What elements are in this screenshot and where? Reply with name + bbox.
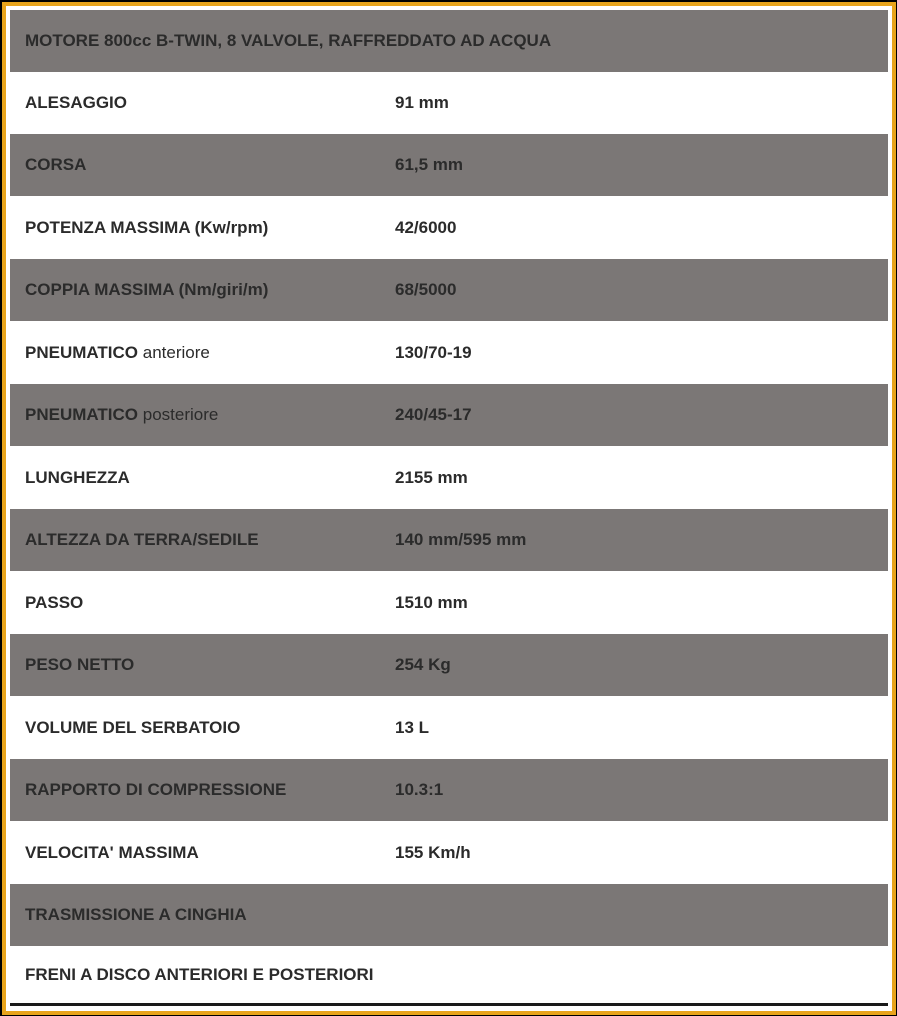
table-row — [10, 697, 888, 759]
spec-label: PESO NETTO — [25, 655, 135, 674]
spec-label: LUNGHEZZA — [25, 468, 130, 487]
spec-table — [10, 10, 888, 1006]
spec-label: POTENZA MASSIMA (Kw/rpm) — [25, 218, 269, 237]
spec-label: RAPPORTO DI COMPRESSIONE — [25, 780, 287, 799]
table-row — [10, 134, 888, 196]
table-row — [10, 509, 888, 571]
transmission-note: TRASMISSIONE A CINGHIA — [25, 905, 247, 924]
table-row — [10, 447, 888, 509]
bottom-divider — [10, 1003, 888, 1006]
spec-label: ALTEZZA DA TERRA/SEDILE — [25, 530, 259, 549]
spec-value: 2155 mm — [395, 468, 468, 487]
table-row — [10, 634, 888, 696]
spec-label: VELOCITA' MASSIMA — [25, 843, 199, 862]
table-row — [10, 259, 888, 321]
table-row — [10, 822, 888, 884]
spec-label-main: PNEUMATICO — [25, 405, 139, 424]
engine-header: MOTORE 800cc B-TWIN, 8 VALVOLE, RAFFREDDATO AD ACQUA — [25, 31, 552, 50]
spec-value: 240/45-17 — [395, 405, 472, 424]
spec-value: 130/70-19 — [395, 343, 472, 362]
spec-label — [25, 405, 218, 425]
spec-label: COPPIA MASSIMA (Nm/giri/m) — [25, 280, 269, 299]
spec-value: 140 mm/595 mm — [395, 530, 527, 549]
spec-value: 42/6000 — [395, 218, 457, 237]
spec-table-frame — [2, 2, 896, 1015]
spec-label: VOLUME DEL SERBATOIO — [25, 718, 241, 737]
spec-value: 68/5000 — [395, 280, 457, 299]
spec-label-suffix: posteriore — [142, 405, 219, 424]
table-row — [10, 947, 888, 1003]
spec-value: 10.3:1 — [395, 780, 444, 799]
spec-label-suffix: anteriore — [142, 343, 210, 362]
spec-label: CORSA — [25, 155, 87, 174]
table-row — [10, 759, 888, 821]
table-row — [10, 884, 888, 946]
spec-value: 13 L — [395, 718, 430, 737]
spec-label: PASSO — [25, 593, 84, 612]
brakes-note: FRENI A DISCO ANTERIORI E POSTERIORI — [25, 965, 374, 984]
table-row — [10, 322, 888, 384]
table-row — [10, 384, 888, 446]
spec-value: 1510 mm — [395, 593, 468, 612]
spec-label: ALESAGGIO — [25, 93, 128, 112]
table-header-row — [10, 10, 888, 72]
spec-value: 91 mm — [395, 93, 449, 112]
spec-label-main: PNEUMATICO — [25, 343, 139, 362]
spec-label — [25, 343, 210, 363]
spec-value: 155 Km/h — [395, 843, 471, 862]
table-row — [10, 572, 888, 634]
spec-value: 61,5 mm — [395, 155, 464, 174]
spec-value: 254 Kg — [395, 655, 451, 674]
table-row — [10, 72, 888, 134]
table-row — [10, 197, 888, 259]
